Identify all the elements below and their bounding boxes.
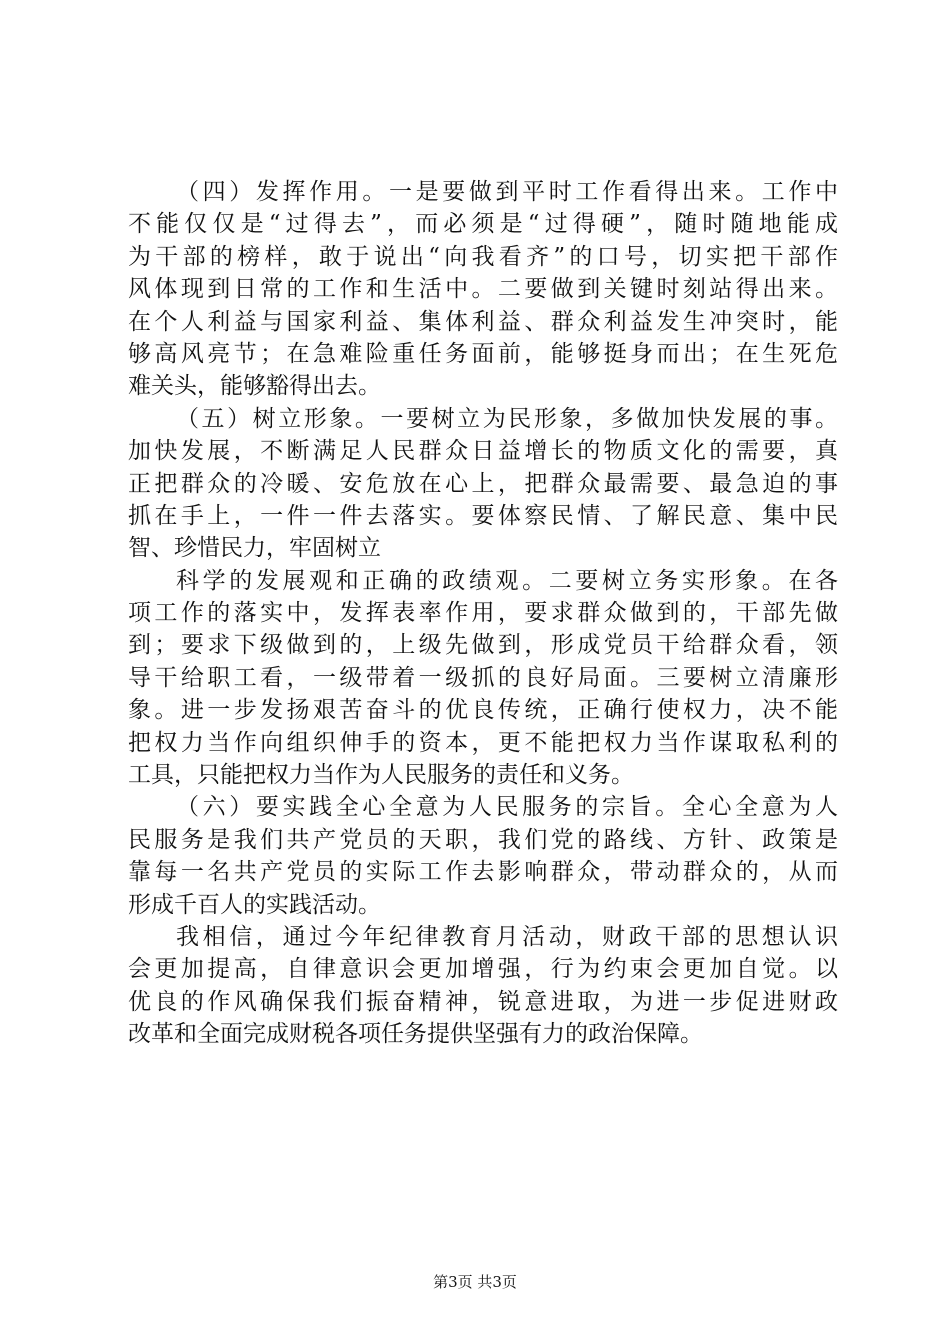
paragraph-line: 改革和全面完成财税各项任务提供坚强有力的政治保障。 — [128, 1021, 703, 1048]
paragraph-line: 加快发展，不断满足人民群众日益增长的物质文化的需要，真 — [128, 438, 838, 465]
paragraph-line: 在个人利益与国家利益、集体利益、群众利益发生冲突时，能 — [128, 308, 838, 335]
paragraph-line: （五）树立形象。一要树立为民形象，多做加快发展的事。 — [176, 405, 838, 432]
paragraph-line: 为干部的榜样，敢于说出“向我看齐”的口号，切实把干部作 — [128, 243, 838, 270]
paragraph-line: 难关头，能够豁得出去。 — [128, 373, 381, 400]
paragraph-line: 不能仅仅是“过得去”，而必须是“过得硬”，随时随地能成 — [128, 211, 838, 238]
paragraph-line: 靠每一名共产党员的实际工作去影响群众，带动群众的，从而 — [128, 859, 838, 886]
paragraph-line: 会更加提高，自律意识会更加增强，行为约束会更加自觉。以 — [128, 956, 838, 983]
paragraph-line: 象。进一步发扬艰苦奋斗的优良传统，正确行使权力，决不能 — [128, 697, 838, 724]
paragraph-line: 民服务是我们共产党员的天职，我们党的路线、方针、政策是 — [128, 826, 838, 853]
paragraph-4 — [128, 176, 838, 403]
paragraph-line: 项工作的落实中，发挥表率作用，要求群众做到的，干部先做 — [128, 600, 838, 627]
page-number-footer: 第3页 共3页 — [433, 1273, 517, 1291]
paragraph-line: 智、珍惜民力，牢固树立 — [128, 535, 381, 562]
document-body — [128, 176, 838, 1051]
paragraph-line: 风体现到日常的工作和生活中。二要做到关键时刻站得出来。 — [128, 276, 838, 303]
paragraph-line: 形成千百人的实践活动。 — [128, 891, 381, 918]
paragraph-line: （六）要实践全心全意为人民服务的宗旨。全心全意为人 — [176, 794, 838, 821]
paragraph-line: 科学的发展观和正确的政绩观。二要树立务实形象。在各 — [176, 567, 838, 594]
paragraph-5 — [128, 403, 838, 565]
paragraph-line: 优良的作风确保我们振奋精神，锐意进取，为进一步促进财政 — [128, 988, 838, 1015]
paragraph-5-continued — [128, 565, 838, 792]
paragraph-line: 正把群众的冷暖、安危放在心上，把群众最需要、最急迫的事 — [128, 470, 838, 497]
paragraph-line: 抓在手上，一件一件去落实。要体察民情、了解民意、集中民 — [128, 502, 838, 529]
paragraph-line: 我相信，通过今年纪律教育月活动，财政干部的思想认识 — [176, 923, 838, 950]
paragraph-conclusion — [128, 921, 838, 1051]
paragraph-line: （四）发挥作用。一是要做到平时工作看得出来。工作中 — [176, 179, 838, 205]
paragraph-line: 到；要求下级做到的，上级先做到，形成党员干给群众看，领 — [128, 632, 838, 659]
paragraph-line: 够高风亮节；在急难险重任务面前，能够挺身而出；在生死危 — [128, 340, 838, 367]
paragraph-line: 导干给职工看，一级带着一级抓的良好局面。三要树立清廉形 — [128, 664, 838, 691]
paragraph-6 — [128, 791, 838, 921]
paragraph-line: 工具，只能把权力当作为人民服务的责任和义务。 — [128, 762, 634, 789]
paragraph-line: 把权力当作向组织伸手的资本，更不能把权力当作谋取私利的 — [128, 729, 838, 756]
